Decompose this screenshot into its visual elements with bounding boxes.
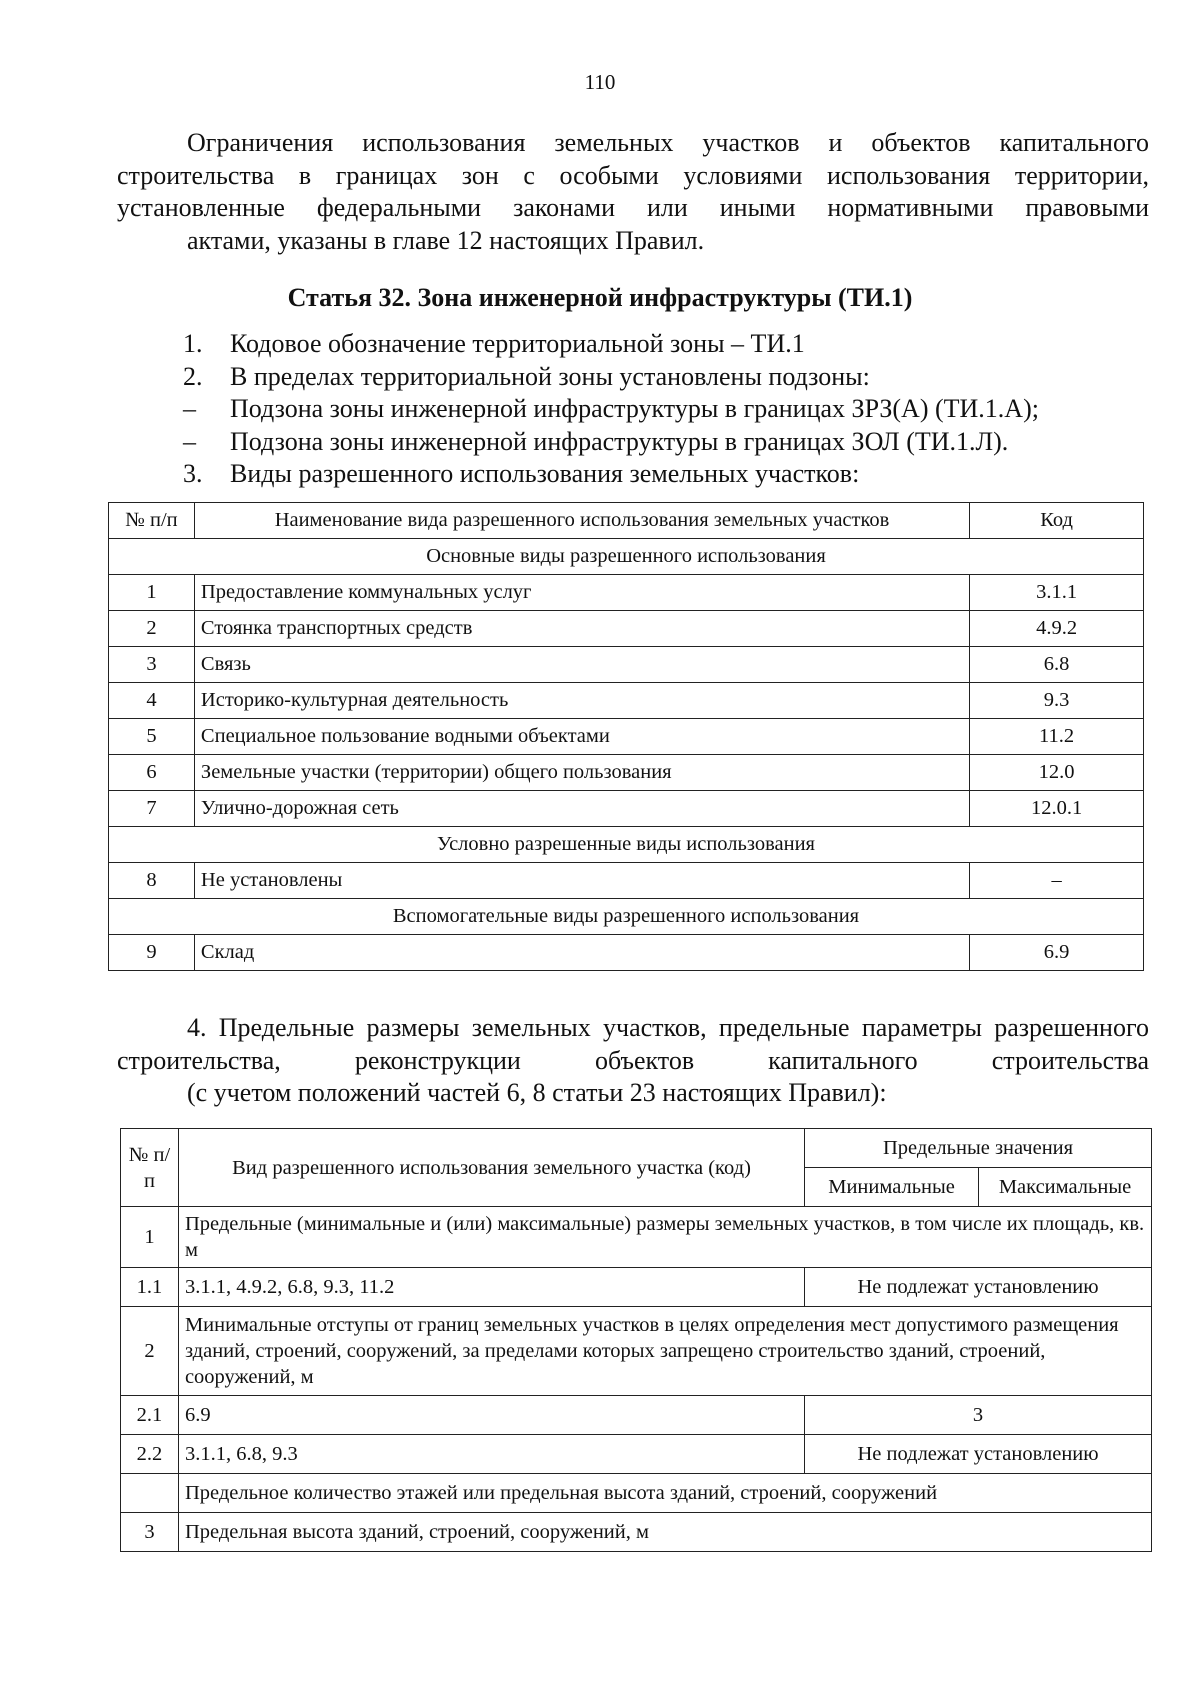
row-num: 1 — [121, 1207, 179, 1268]
table-row — [109, 935, 1144, 971]
row-text: Предельное количество этажей или предельная высота зданий, строений, сооружений — [178, 1474, 1151, 1513]
row-text: Предельные (минимальные и (или) максимальные) размеры земельных участков, в том числе их площадь, кв. м — [178, 1207, 1151, 1268]
list-text: Подзона зоны инженерной инфраструктуры в границах ЗОЛ (ТИ.1.Л). — [230, 426, 1009, 456]
zone-list — [183, 328, 1039, 491]
row-num: 9 — [109, 935, 195, 971]
row-num: 1 — [109, 575, 195, 611]
row-code: – — [970, 863, 1144, 899]
header-num: № п/п — [109, 503, 195, 539]
table-row — [109, 683, 1144, 719]
list-marker: – — [183, 426, 196, 456]
table-row — [109, 575, 1144, 611]
row-name: Стоянка транспортных средств — [194, 611, 969, 647]
row-num: 2.1 — [121, 1396, 179, 1435]
row-code: 11.2 — [970, 719, 1144, 755]
header-num: № п/п — [121, 1129, 179, 1207]
article-title: Статья 32. Зона инженерной инфраструктуры (ТИ.1) — [287, 283, 913, 312]
row-name: Специальное пользование водными объектами — [194, 719, 969, 755]
table-row — [109, 611, 1144, 647]
section-row — [109, 539, 1144, 575]
intro-paragraph — [117, 127, 1149, 257]
list-text: В пределах территориальной зоны установлены подзоны: — [230, 361, 870, 391]
table-row — [121, 1207, 1152, 1268]
row-num: 5 — [109, 719, 195, 755]
row-value: Не подлежат установлению — [805, 1435, 1152, 1474]
header-code: Код — [970, 503, 1144, 539]
row-value: Не подлежат установлению — [805, 1268, 1152, 1307]
row-code: 12.0.1 — [970, 791, 1144, 827]
table-row — [121, 1474, 1152, 1513]
header-name: Наименование вида разрешенного использования земельных участков — [194, 503, 969, 539]
table-row — [121, 1513, 1152, 1552]
row-num: 4 — [109, 683, 195, 719]
params-table — [120, 1128, 1152, 1552]
row-num: 3 — [109, 647, 195, 683]
row-num: 8 — [109, 863, 195, 899]
row-code: 9.3 — [970, 683, 1144, 719]
row-codes: 3.1.1, 6.8, 9.3 — [178, 1435, 804, 1474]
row-code: 3.1.1 — [970, 575, 1144, 611]
table-header-row — [121, 1129, 1152, 1168]
list-marker: 1. — [183, 329, 203, 358]
row-num: 2 — [109, 611, 195, 647]
header-min: Минимальные — [805, 1168, 979, 1207]
header-type: Вид разрешенного использования земельного участка (код) — [178, 1129, 804, 1207]
row-text: Предельная высота зданий, строений, сооружений, м — [178, 1513, 1151, 1552]
section-title: Основные виды разрешенного использования — [109, 539, 1144, 575]
table-header-row — [109, 503, 1144, 539]
params-paragraph-last-line: (с учетом положений частей 6, 8 статьи 23 настоящих Правил): — [187, 1078, 887, 1107]
row-num: 1.1 — [121, 1268, 179, 1307]
table-row — [109, 647, 1144, 683]
table-row — [109, 863, 1144, 899]
list-item — [183, 361, 1039, 394]
table-row — [121, 1435, 1152, 1474]
section-title: Условно разрешенные виды использования — [109, 827, 1144, 863]
row-code: 12.0 — [970, 755, 1144, 791]
row-name: Улично-дорожная сеть — [194, 791, 969, 827]
table-row — [121, 1307, 1152, 1396]
row-name: Склад — [194, 935, 969, 971]
section-row — [109, 827, 1144, 863]
table-row — [109, 719, 1144, 755]
row-num: 7 — [109, 791, 195, 827]
table-row — [109, 791, 1144, 827]
row-num — [121, 1474, 179, 1513]
header-max: Максимальные — [979, 1168, 1152, 1207]
row-name: Предоставление коммунальных услуг — [194, 575, 969, 611]
list-text: Виды разрешенного использования земельных участков: — [230, 459, 860, 488]
land-use-table — [108, 502, 1144, 971]
table-row — [109, 755, 1144, 791]
intro-paragraph-last-line: актами, указаны в главе 12 настоящих Правил. — [187, 225, 705, 255]
list-item — [183, 458, 1039, 491]
table-row — [121, 1396, 1152, 1435]
list-text: Кодовое обозначение территориальной зоны – ТИ.1 — [230, 329, 805, 358]
row-code: 4.9.2 — [970, 611, 1144, 647]
row-num: 2 — [121, 1307, 179, 1396]
row-codes: 6.9 — [178, 1396, 804, 1435]
list-item — [183, 328, 1039, 361]
row-code: 6.8 — [970, 647, 1144, 683]
row-codes: 3.1.1, 4.9.2, 6.8, 9.3, 11.2 — [178, 1268, 804, 1307]
row-num: 3 — [121, 1513, 179, 1552]
params-paragraph — [117, 1012, 1149, 1110]
row-num: 6 — [109, 755, 195, 791]
row-code: 6.9 — [970, 935, 1144, 971]
page-number: 110 — [584, 70, 616, 94]
list-marker: – — [183, 394, 196, 423]
list-text: Подзона зоны инженерной инфраструктуры в границах ЗРЗ(А) (ТИ.1.А); — [230, 394, 1039, 423]
list-marker: 2. — [183, 361, 203, 391]
row-name: Связь — [194, 647, 969, 683]
list-item — [183, 393, 1039, 426]
params-paragraph-text: 4. Предельные размеры земельных участков, предельные параметры разрешенного строительства, реконструкции объектов капитального строительства — [117, 1013, 1149, 1075]
intro-paragraph-text: Ограничения использования земельных участков и объектов капитального строительства в границах зон с особыми условиями использования территории, установленные федеральными законами или иными нормативными правовыми — [117, 128, 1149, 222]
row-name: Не установлены — [194, 863, 969, 899]
row-value: 3 — [805, 1396, 1152, 1435]
section-title: Вспомогательные виды разрешенного использования — [109, 899, 1144, 935]
list-marker: 3. — [183, 459, 203, 488]
header-limits: Предельные значения — [805, 1129, 1152, 1168]
list-item — [183, 426, 1039, 459]
table-row — [121, 1268, 1152, 1307]
row-name: Земельные участки (территории) общего пользования — [194, 755, 969, 791]
row-num: 2.2 — [121, 1435, 179, 1474]
row-name: Историко-культурная деятельность — [194, 683, 969, 719]
row-text: Минимальные отступы от границ земельных участков в целях определения мест допустимого размещения зданий, строений, сооружений, за пределами которых запрещено строительство зданий, строений, сооружений, м — [178, 1307, 1151, 1396]
section-row — [109, 899, 1144, 935]
